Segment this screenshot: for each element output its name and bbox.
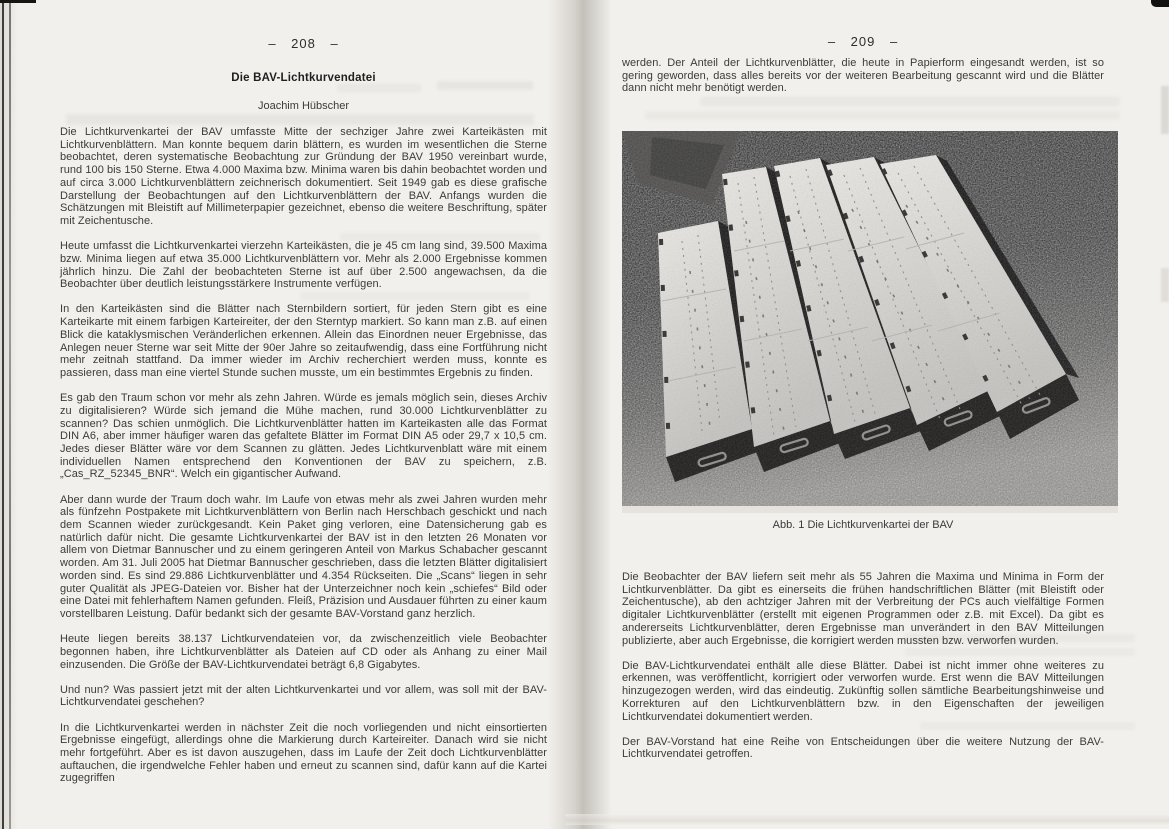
figure-photo: [622, 131, 1118, 506]
scan-edge-mark: [0, 0, 36, 3]
paragraph: werden. Der Anteil der Lichtkurvenblätter, die heute in Papierform eingesandt werden, ist so gering geworden, dass alles bereits vor der weiteren Bearbeitung gescannt wird und die Blätter dann nicht mehr benötigt werden.: [622, 57, 1104, 95]
paragraph: Der BAV-Vorstand hat eine Reihe von Entscheidungen über die weitere Nutzung der BAV-Lichtkurvendatei getroffen.: [622, 735, 1104, 761]
right-page-body-top: [622, 57, 1104, 108]
left-page: [60, 0, 547, 829]
paragraph: Die Lichtkurvenkartei der BAV umfasste Mitte der sechziger Jahre zwei Karteikästen mit Lichtkurvenblättern. Man konnte bequem darin blättern, es wurden im wesentlichen die Sterne beobachtet, deren systematische Beobachtung zur Gründung der BAV 1950 vereinbart wurde, rund 100 bis 150 Sterne. Etwa 4.000 Maxima bzw. Minima waren bis dahin beobachtet worden und auf circa 3.000 Lichtkurvenblättern zeichnerisch dokumentiert. Seit 1949 gab es diese grafische Darstellung der Beobachtungen auf den Lichtkurvenblättern der BAV. Anfangs wurden die Schätzungen mit Bleistift auf Millimeterpapier gezeichnet, ebenso die weitere Beschriftung, später mit Zeichentusche.: [60, 126, 547, 227]
scan-edge-line: [9, 0, 11, 829]
paragraph: Die BAV-Lichtkurvendatei enthält alle diese Blätter. Dabei ist nicht immer ohne weiteres zu erkennen, was veröffentlicht, korrigiert oder verworfen wurde. Erst wenn die BAV Mitteilungen hinzugezogen werden, wird das eindeutig. Zukünftig sollen sämtliche Bearbeitungshinweise und Korrekturen auf den Lichtkurvenblättern bzw. in den Eigenschaften der jeweiligen Lichtkurvendatei dokumentiert werden.: [622, 659, 1104, 723]
paragraph: Aber dann wurde der Traum doch wahr. Im Laufe von etwas mehr als zwei Jahren wurden mehr als fünfzehn Postpakete mit Lichtkurvenblättern von Berlin nach Herschbach geschickt und nach dem Scannen wieder zurückgesandt. Kein Paket ging verloren, eine Datensicherung gab es natürlich dafür nicht. Die gesamte Lichtkurvenkartei der BAV ist in den letzten 26 Monaten vor allem von Dietmar Bannuscher und zu einem geringeren Anteil von Markus Schabacher gescannt worden. Am 31. Juli 2005 hat Dietmar Bannuscher geschrieben, dass die letzten Blätter digitalisiert worden sind. Es sind 29.886 Lichtkurvenblätter und 4.354 Rückseiten. Die „Scans“ liegen in sehr guter Qualität als JPEG-Dateien vor. Bisher hat der Unterzeichner noch kein „schiefes“ Bild oder eine Datei mit fehlerhaftem Namen gefunden. Fleiß, Präzision und Ausdauer führten zu einer kaum vorstellbaren Leistung. Dafür bedankt sich der gesamte BAV-Vorstand ganz herzlich.: [60, 493, 547, 620]
right-page-body-bottom: [622, 571, 1104, 774]
paragraph: Heute umfasst die Lichtkurvenkartei vierzehn Karteikästen, die je 45 cm lang sind, 39.500 Maxima bzw. Minima liegen auf etwa 35.000 Lichtkurvenblättern vor. Mehr als 2.000 Ergebnisse kommen jährlich hinzu. Die Zahl der beobachteten Sterne ist auf über 2.500 angewachsen, da die Beobachter über deutlich leistungsstärkere Instrumente verfügen.: [60, 240, 547, 291]
scan-edge-mark: [1151, 0, 1169, 7]
author-byline: Joachim Hübscher: [257, 100, 350, 112]
ghost-text: [1161, 268, 1169, 302]
photo-print-margin: [622, 506, 1118, 513]
paragraph: Es gab den Traum schon vor mehr als zehn Jahren. Würde es jemals möglich sein, dieses Archiv zu digitalisieren? Würde sich jemand die Mühe machen, rund 30.000 Lichtkurvenblätter zu scannen? Das schien unmöglich. Die Lichtkurvenblätter hatten im Karteikasten alle das Format DIN A6, aber immer häufiger waren das gefaltete Blätter im Format DIN A5 oder 29,7 x 10,5 cm. Jedes dieser Blätter wäre vor dem Scannen zu glätten. Jedes Lichtkurvenblatt wäre mit einem individuellen Namen entsprechend den Konventionen der BAV zu speichern, z.B. „Cas_RZ_52345_BNR“. Welch ein gigantischer Aufwand.: [60, 392, 547, 481]
page-number: – 208 –: [268, 36, 339, 51]
ghost-text: [1161, 86, 1169, 134]
paragraph: Die Beobachter der BAV liefern seit mehr als 55 Jahren die Maxima und Minima in Form der Lichtkurvenblätter. Da gibt es einerseits die frühen handschriftlichen Blätter (mit Bleistift oder Zeichentusche), ab den achtziger Jahren mit der Verbreitung der PCs auch vielfältige Formen digitaler Lichtkurvenblätter (erstellt mit eigenen Programmen oder z.B. mit Excel). Da gibt es andererseits Lichtkurvenblätter, deren Ergebnisse man unverändert in den BAV Mitteilungen publizierte, aber auch Ergebnisse, die korrigiert werden mussten bzw. verworfen wurden.: [622, 571, 1104, 647]
paragraph: Und nun? Was passiert jetzt mit der alten Lichtkurvenkartei und vor allem, was soll mit der BAV-Lichtkurvendatei geschehen?: [60, 683, 547, 709]
page-gutter-shadow: [548, 0, 612, 829]
paragraph: In die Lichtkurvenkartei werden in nächster Zeit die noch vorliegenden und nicht einsortierten Ergebnisse eingefügt, allerdings ohne die Markierung durch Karteireiter. Danach wird sie nicht mehr fortgeführt. Aber es ist davon auszugehen, dass im Laufe der Zeit doch Lichtkurvenblätter auftauchen, die irgendwelche Fehler haben und erneut zu scannen sind, dafür kann auf die Kartei zugegriffen: [60, 721, 547, 785]
figure-caption: Abb. 1 Die Lichtkurvenkartei der BAV: [772, 519, 954, 531]
article-title: Die BAV-Lichtkurvendatei: [231, 72, 376, 84]
page-number: – 209 –: [827, 34, 899, 49]
photo-grain: [622, 131, 1118, 506]
paragraph: Heute liegen bereits 38.137 Lichtkurvendateien vor, da zwischenzeitlich viele Beobachter begonnen haben, ihre Lichtkurvenblätter als Dateien auf CD oder als Anhang zu einer Mail einzusenden. Die Größe der BAV-Lichtkurvendatei beträgt 6,8 Gigabytes.: [60, 633, 547, 671]
left-page-body: [60, 126, 547, 798]
paragraph: In den Karteikästen sind die Blätter nach Sternbildern sortiert, für jeden Stern gibt es eine Karteikarte mit einem farbigen Karteireiter, der den Sterntyp markiert. So kann man z.B. auf einen Blick die kataklysmischen Veränderlichen erkennen. Allein das Einordnen neuer Ergebnisse, das Anlegen neuer Sterne war seit Mitte der 90er Jahre so zeitaufwendig, dass eine Fortführung nicht mehr zeitnah stattfand. Da immer wieder im Archiv recherchiert werden muss, konnte es passieren, dass man eine viertel Stunde suchen musste, um ein bestimmtes Ergebnis zu finden.: [60, 303, 547, 379]
scan-edge-line: [2, 0, 4, 829]
